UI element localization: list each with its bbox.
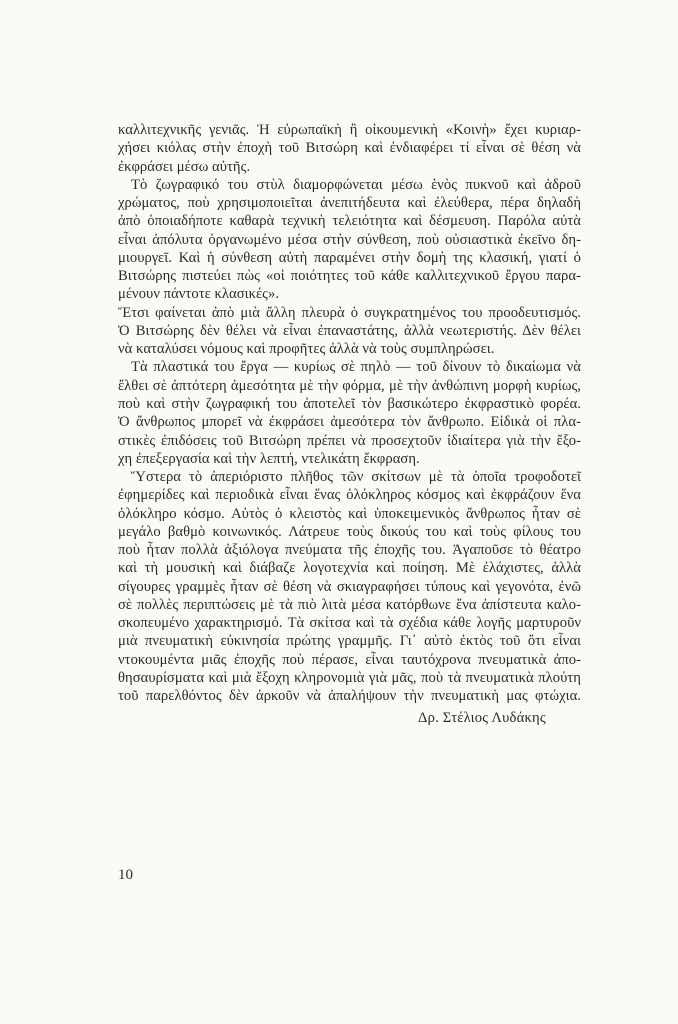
text-line: σὲ πολλὲς περιπτώσεις μὲ τὰ πιὸ λιτὰ μέσα κατόρθωνε ἕνα ἀπίστευτα καλο-: [118, 596, 581, 613]
text-line: σίγουρες γραμμὲς ἦταν σὲ θέση νὰ σκιαγραφήσει τύπους καὶ γεγονότα, ἐνῶ: [118, 578, 581, 595]
text-line: καὶ τὴ μουσικὴ καὶ διάβαζε λογοτεχνία καὶ ποίηση. Μὲ ἐλάχιστες, ἀλλὰ: [118, 560, 581, 577]
text-line: εἶναι ἀπόλυτα ὀργανωμένο μέσα στὴν σύνθεση, ποὺ οὐσιαστικὰ ἐκεῖνο δη-: [118, 231, 581, 248]
text-line: Ὕστερα τὸ ἀπεριόριστο πλῆθος τῶν σκίτσων μὲ τὰ ὁποῖα τροφοδοτεῖ: [131, 469, 581, 486]
text-line: ποὺ ἦταν πολλὰ ἀξιόλογα πνεύματα τῆς ἐποχῆς του. Ἀγαποῦσε τὸ θέατρο: [118, 542, 581, 559]
body-text: [118, 121, 581, 706]
text-line: ἐφημερίδες καὶ περιοδικὰ εἶναι ἕνας ὁλόκληρος κόσμος καὶ ἐκφράζουν ἕνα: [118, 487, 581, 504]
text-line: μιὰ πνευματικὴ εὐκινησία πρώτης γραμμῆς. Γι᾽ αὐτὸ ἐκτὸς τοῦ ὅτι εἶναι: [118, 633, 581, 650]
text-line: Τὰ πλαστικά του ἔργα — κυρίως σὲ πηλὸ — τοῦ δίνουν τὸ δικαίωμα νὰ: [131, 359, 581, 376]
text-line: μεγάλο βαθμὸ κοινωνικός. Λάτρευε τοὺς δικούς του καὶ τοὺς φίλους του: [118, 523, 581, 540]
text-line: ἐκφράσει μέσω αὐτῆς.: [118, 158, 251, 175]
author-signature: Δρ. Στέλιος Λυδάκης: [418, 710, 546, 726]
page-number: 10: [118, 867, 133, 883]
text-line: μιουργεῖ. Καὶ ἡ σύνθεση αὐτὴ παραμένει στὴν δομὴ της κλασική, γιατί ὁ: [118, 249, 581, 266]
text-line: ὁλόκληρο κόσμο. Αὐτὸς ὁ κλειστὸς καὶ ὑποκειμενικὸς ἄνθρωπος ἦταν σὲ: [118, 505, 581, 522]
text-line: ποὺ καὶ στὴν ζωγραφική του ἀποτελεῖ τὸν βασικώτερο ἐκφραστικὸ φορέα.: [118, 395, 581, 412]
text-line: ἔλθει σὲ ἀπτότερη ἀμεσότητα μὲ τὴν φόρμα, μὲ τὴν ἀνθώπινη μορφὴ κυρίως,: [118, 377, 581, 394]
text-line: σκοπευμένο χαρακτηρισμό. Τὰ σκίτσα καὶ τὰ σχέδια κάθε λογῆς μαρτυροῦν: [118, 615, 581, 632]
text-line: θησαυρίσματα καὶ μιὰ ἔξοχη κληρονομιὰ γιὰ μᾶς, ποὺ τὰ πνευματικὰ πλούτη: [118, 669, 581, 686]
text-line: Τὸ ζωγραφικό του στὺλ διαμορφώνεται μέσω ἑνὸς πυκνοῦ καὶ ἀδροῦ: [131, 176, 581, 193]
text-line: μένουν πάντοτε κλασικές».: [118, 286, 280, 303]
text-line: Βιτσώρης πιστεύει πὼς «οἱ ποιότητες τοῦ κάθε καλλιτεχνικοῦ ἔργου παρα-: [118, 268, 581, 285]
text-line: στικὲς ἐπιδόσεις τοῦ Βιτσώρη πρέπει νὰ προσεχτοῦν ἰδιαίτερα γιὰ τὴν ἔξο-: [118, 432, 581, 449]
text-line: Ἔτσι φαίνεται ἀπὸ μιὰ ἄλλη πλευρὰ ὁ συγκρατημένος του προοδευτισμός.: [118, 304, 581, 321]
text-line: ντοκουμέντα μιᾶς ἐποχῆς ποὺ πέρασε, εἶναι ταυτόχρονα πνευματικὰ ἀπο-: [118, 651, 581, 668]
text-line: χη ἐπεξεργασία καὶ τὴν λεπτή, ντελικάτη ἔκφραση.: [118, 450, 420, 467]
text-line: ἀπὸ ὁποιαδήποτε καθαρὰ τεχνικὴ τελειότητα καὶ δέσμευση. Παρόλα αὐτὰ: [118, 213, 581, 230]
text-line: νὰ καταλύσει νόμους καὶ προφῆτες ἀλλὰ νὰ τοὺς συμπληρώσει.: [118, 341, 495, 358]
text-line: Ὁ ἄνθρωπος μπορεῖ νὰ ἐκφράσει ἀμεσότερα τὸν ἄνθρωπο. Εἰδικὰ οἱ πλα-: [118, 414, 581, 431]
text-line: Ὁ Βιτσώρης δὲν θέλει νὰ εἶναι ἐπαναστάτης, ἀλλὰ νεωτεριστής. Δὲν θέλει: [118, 322, 581, 339]
text-line: χρώματος, ποὺ χρησιμοποιεῖται ἀνεπιτήδευτα καὶ ἐλεύθερα, πέρα δηλαδὴ: [118, 195, 581, 212]
text-line: καλλιτεχνικῆς γενιᾶς. Ἡ εὐρωπαϊκὴ ἢ οἰκουμενικὴ «Κοινὴ» ἔχει κυριαρ-: [118, 122, 581, 138]
text-line: τοῦ παρελθόντος δὲν ἀρκοῦν νὰ ἀπαλήψουν τὴν πνευματικὴ μας φτώχια.: [118, 688, 581, 705]
text-line: χήσει κιόλας στὴν ἐποχὴ τοῦ Βιτσώρη καὶ ἐνδιαφέρει τί εἶναι σὲ θέση νὰ: [118, 140, 581, 157]
